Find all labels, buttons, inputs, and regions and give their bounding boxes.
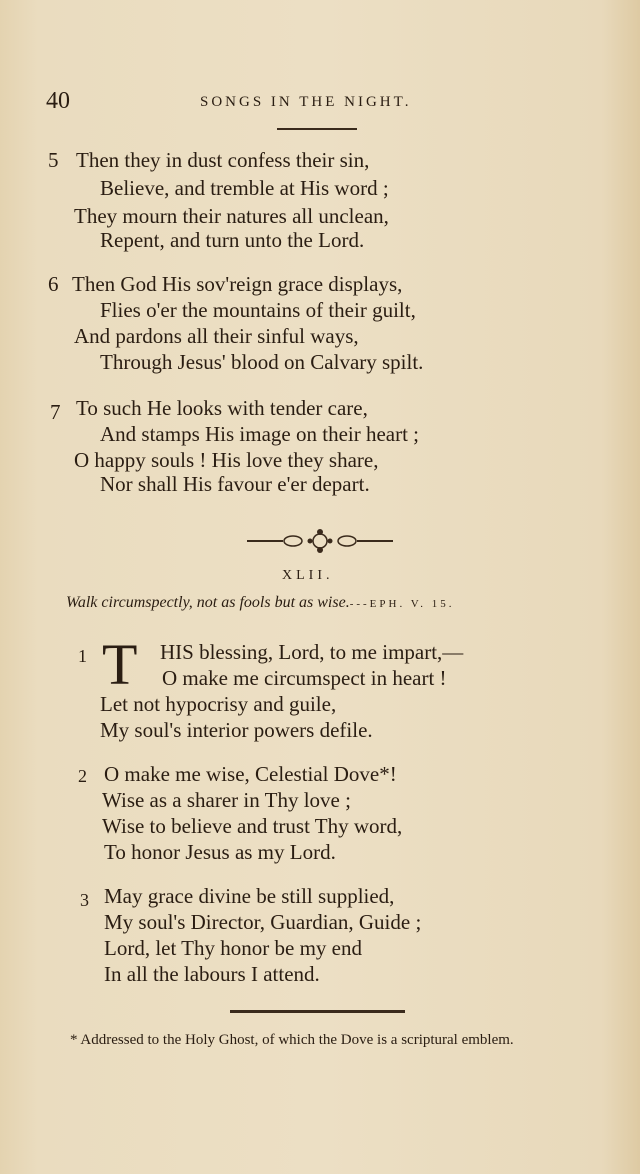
stanza-number: 7 — [50, 400, 61, 424]
verse-line: Flies o'er the mountains of their guilt, — [100, 298, 416, 322]
epigraph-reference: ---EPH. V. 15. — [349, 598, 455, 610]
hymn-number: XLII. — [282, 568, 334, 583]
epigraph-quote: Walk circumspectly, not as fools but as wise. — [66, 594, 350, 611]
verse-line: O make me wise, Celestial Dove*! — [104, 762, 397, 786]
stanza-number: 3 — [80, 890, 89, 910]
epigraph — [66, 594, 455, 612]
verse-line: Wise as a sharer in Thy love ; — [102, 788, 351, 812]
page-header — [0, 88, 640, 118]
verse-line: To such He looks with tender care, — [76, 396, 368, 420]
ornament-divider — [245, 528, 395, 554]
header-rule — [277, 128, 357, 130]
footnote-rule — [230, 1010, 405, 1013]
verse-line: Nor shall His favour e'er depart. — [100, 472, 370, 496]
verse-line: Lord, let Thy honor be my end — [104, 936, 362, 960]
verse-line: HIS blessing, Lord, to me impart,— — [160, 640, 464, 664]
verse-line: O make me circumspect in heart ! — [162, 666, 447, 690]
verse-line: And stamps His image on their heart ; — [100, 422, 420, 446]
footnote: * Addressed to the Holy Ghost, of which the Dove is a scriptural emblem. — [70, 1032, 514, 1048]
verse-line: In all the labours I attend. — [104, 962, 320, 986]
verse-line: My soul's interior powers defile. — [100, 718, 373, 742]
verse-line: Then God His sov'reign grace displays, — [72, 272, 403, 296]
verse-line: O happy souls ! His love they share, — [74, 448, 379, 472]
stanza-number: 2 — [78, 766, 87, 786]
stanza-number: 1 — [78, 646, 87, 666]
verse-line: My soul's Director, Guardian, Guide ; — [104, 910, 422, 934]
verse-line: And pardons all their sinful ways, — [74, 324, 359, 348]
verse-line: Wise to believe and trust Thy word, — [102, 814, 403, 838]
verse-line: Through Jesus' blood on Calvary spilt. — [100, 350, 424, 374]
verse-line: To honor Jesus as my Lord. — [104, 840, 336, 864]
verse-line: Then they in dust confess their sin, — [76, 148, 370, 172]
verse-line: Believe, and tremble at His word ; — [100, 176, 389, 200]
verse-line: They mourn their natures all unclean, — [74, 204, 389, 228]
verse-line: Let not hypocrisy and guile, — [100, 692, 337, 716]
stanza-number: 5 — [48, 148, 59, 172]
stanza-number: 6 — [48, 272, 59, 296]
page-number: 40 — [46, 88, 70, 114]
verse-line: Repent, and turn unto the Lord. — [100, 228, 365, 252]
running-head: SONGS IN THE NIGHT. — [200, 94, 412, 110]
verse-line: May grace divine be still supplied, — [104, 884, 395, 908]
drop-cap: T — [102, 632, 138, 697]
